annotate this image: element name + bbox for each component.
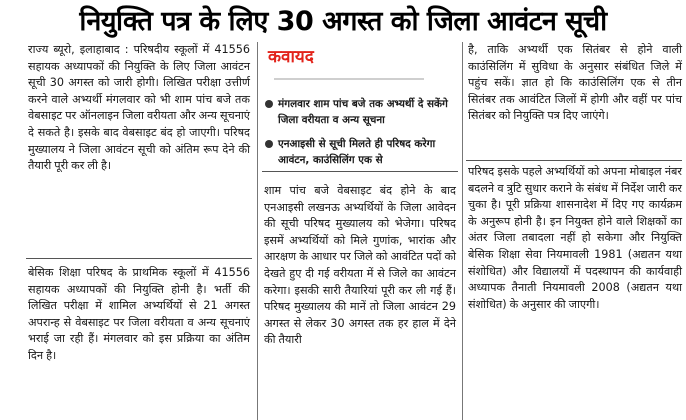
box-divider	[262, 171, 458, 172]
bullet-icon	[265, 140, 273, 148]
box-title: कवायद	[268, 47, 314, 67]
paragraph: राज्य ब्यूरो, इलाहाबाद : परिषदीय स्कूलों में 41556 सहायक अध्यापकों की नियुक्ति के लिए जिला आवंटन सूची 30 अगस्त को जारी होगी। लिखित परीक्षा उत्तीर्ण करने वाले अभ्यर्थी मंगलवार को भी शाम पांच बजे तक वेबसाइट पर ऑनलाइन जिला वरीयता और अन्य सूचनाएं दे सकते है। इसके बाद वेबसाइट बंद हो जाएगी। परिषद मुख्यालय ने जिला आवंटन सूची को अंतिम रूप देने की तैयारी पूरी कर ली है।	[28, 43, 250, 173]
title-rule	[274, 78, 424, 80]
bullet-icon	[265, 100, 273, 108]
box-title-row	[268, 46, 458, 90]
box-item-text: एनआइसी से सूची मिलते ही परिषद करेगा आवंटन, काउंसिलिंग एक से	[278, 138, 436, 166]
article-column-left	[28, 42, 250, 179]
article-column-right	[468, 42, 682, 129]
paragraph: बेसिक शिक्षा परिषद के प्राथमिक स्कूलों में 41556 सहायक अध्यापकों की नियुक्ति होनी है। भर्ती की लिखित परीक्षा में शामिल अभ्यर्थियों से 21 अगस्त अपरान्ह से वेबसाइट पर जिला वरीयता व अन्य सूचनाएं भराई जा रही हैं। मंगलवार को इस प्रक्रिया का अंतिम दिन है।	[28, 266, 250, 362]
column-divider	[257, 42, 258, 420]
article-column-right-continued	[468, 164, 682, 317]
headline: नियुक्ति पत्र के लिए 30 अगस्त को जिला आवंटन सूची	[79, 6, 607, 37]
paragraph: है, ताकि अभ्यर्थी एक सितंबर से होने वाली काउंसिलिंग में सुविधा के अनुसार संबंधित जिले में पहुंच सकें। ज्ञात हो कि काउंसिलिंग एक से तीन सितंबर तक आवंटित जिलों में होगी और वहीं पर पांच सितंबर को नियुक्ति पत्र दिए जाएंगे।	[468, 43, 682, 123]
article-column-middle	[264, 183, 456, 353]
paragraph-divider	[466, 160, 682, 161]
box-item-text: मंगलवार शाम पांच बजे तक अभ्यर्थी दे सकेंगे जिला वरीयता व अन्य सूचना	[278, 98, 448, 126]
box-item	[264, 96, 458, 128]
box-item	[264, 136, 458, 168]
article-column-left-continued	[28, 265, 250, 369]
column-divider	[462, 42, 463, 420]
paragraph: शाम पांच बजे वेबसाइट बंद होने के बाद एनआइसी लखनऊ अभ्यर्थियों के जिला आवेदन की सूची परिषद मुख्यालय को भेजेगा। परिषद इसमें अभ्यर्थियों को मिले गुणांक, भारांक और आरक्षण के आधार पर जिले को आवंटित पदों को देखते हुए दी गई वरीयता में से जिले का आवंटन करेगा। इसकी सारी तैयारियां पूरी कर ली गई हैं। परिषद मुख्यालय की मानें तो जिला आवंटन 29 अगस्त से लेकर 30 अगस्त तक हर हाल में देने की तैयारी	[264, 184, 456, 347]
highlight-box	[264, 46, 458, 166]
paragraph: परिषद इसके पहले अभ्यर्थियों को अपना मोबाइल नंबर बदलने व त्रुटि सुधार कराने के संबंध में निर्देश जारी कर चुका है। पूरी प्रक्रिया शासनादेश में दिए गए कार्यक्रम के अनुरूप होनी है। इन नियुक्त होने वाले शिक्षकों का अंतर जिला तबादला नहीं हो सकेगा और नियुक्ति बेसिक शिक्षा सेवा नियमावली 1981 (अद्यतन यथा संशोधित) और विद्यालयों में पदस्थापन की कार्यवाही अध्यापक तैनाती नियमावली 2008 (अद्यतन यथा संशोधित) के अनुसार की जाएगी।	[468, 165, 682, 311]
paragraph-divider	[26, 258, 252, 259]
